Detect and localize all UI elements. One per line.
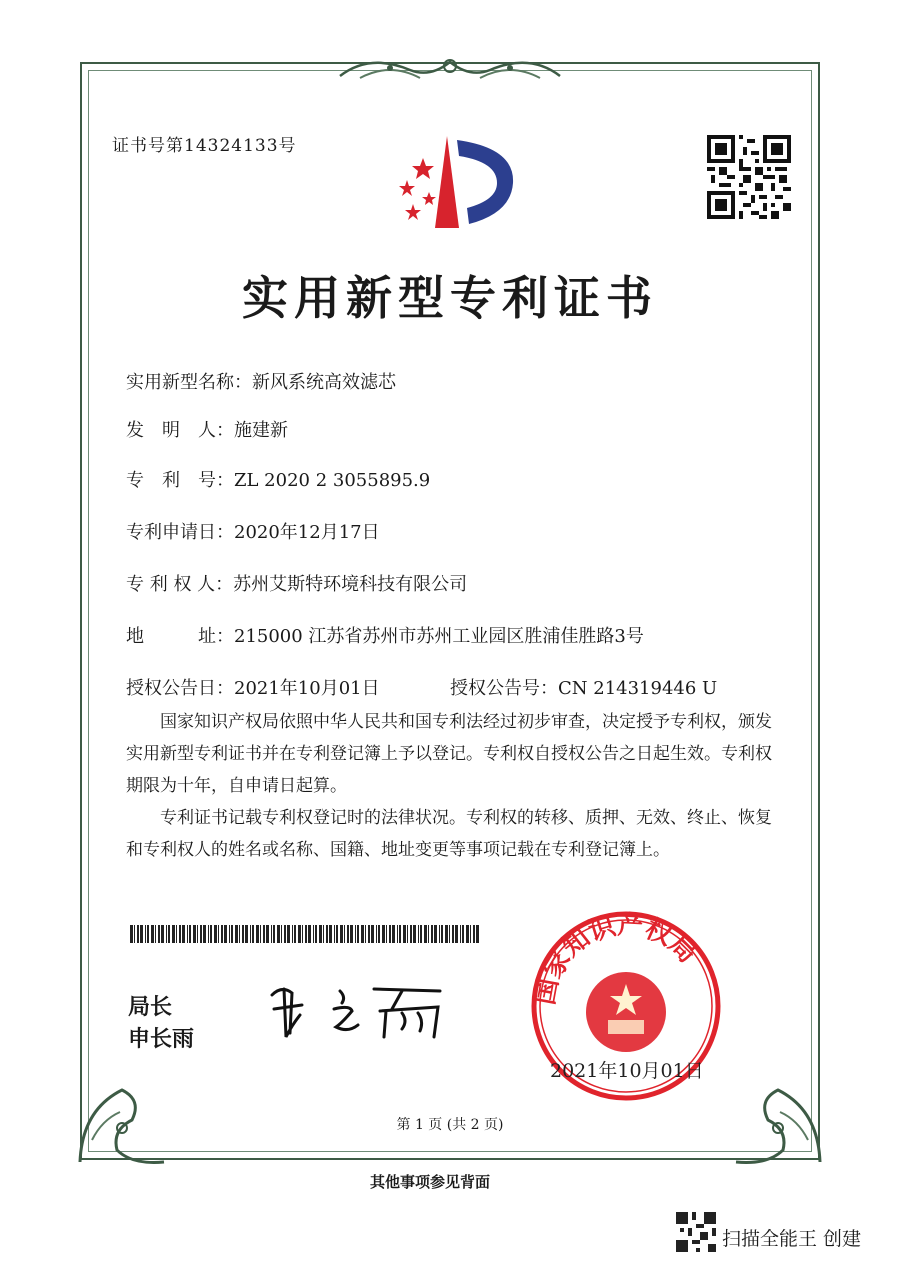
certificate-number: 证书号第14324133号 bbox=[112, 136, 297, 156]
body-paragraph: 专利证书记载专利权登记时的法律状况。专利权的转移、质押、无效、终止、恢复和专利权人的姓名或名称、国籍、地址变更等事项记载在专利登记簿上。 bbox=[126, 808, 772, 860]
field-label: 地 址： bbox=[126, 626, 234, 647]
field-label: 授权公告日： bbox=[126, 678, 234, 699]
field-value: 2020年12月17日 bbox=[234, 522, 380, 543]
field-grant-number bbox=[450, 674, 717, 700]
field-label: 专利申请日： bbox=[126, 522, 234, 543]
field-value: 新风系统高效滤芯 bbox=[252, 372, 396, 393]
field-filing-date bbox=[126, 518, 380, 544]
top-ornament-icon bbox=[330, 48, 570, 88]
barcode-icon bbox=[130, 925, 480, 943]
field-inventor bbox=[126, 416, 288, 442]
field-grant-date bbox=[126, 674, 380, 700]
camscanner-qr-icon bbox=[676, 1212, 716, 1252]
field-label: 专 利 号： bbox=[126, 470, 234, 491]
field-patentee bbox=[126, 570, 467, 596]
page-number: 第 1 页 (共 2 页) bbox=[396, 1117, 504, 1133]
director-title: 局长 bbox=[128, 995, 173, 1020]
field-value: 2021年10月01日 bbox=[234, 678, 380, 699]
certificate-body bbox=[126, 706, 778, 866]
field-label: 实用新型名称： bbox=[126, 372, 252, 393]
camscanner-watermark: 扫描全能王 创建 bbox=[722, 1228, 862, 1250]
field-value: CN 214319446 U bbox=[558, 678, 718, 699]
field-value: 施建新 bbox=[234, 420, 288, 441]
field-label: 授权公告号： bbox=[450, 678, 558, 699]
certificate-title: 实用新型专利证书 bbox=[242, 271, 658, 325]
field-address bbox=[126, 622, 644, 648]
field-value: ZL 2020 2 3055895.9 bbox=[234, 470, 431, 491]
qr-code-icon[interactable] bbox=[707, 135, 791, 219]
cnipa-emblem-icon bbox=[385, 128, 525, 233]
field-label: 专 利 权 人： bbox=[126, 574, 234, 595]
field-patent-number bbox=[126, 466, 430, 492]
field-label: 发 明 人： bbox=[126, 420, 234, 441]
seal-date: 2021年10月01日 bbox=[550, 1060, 704, 1082]
director-name: 申长雨 bbox=[128, 1027, 195, 1052]
handwritten-signature-icon bbox=[262, 975, 452, 1045]
field-value: 215000 江苏省苏州市苏州工业园区胜浦佳胜路3号 bbox=[234, 626, 644, 647]
field-utility-model-name bbox=[126, 368, 396, 394]
field-value: 苏州艾斯特环境科技有限公司 bbox=[233, 574, 468, 595]
seal-text: 国家知识产权局 bbox=[530, 910, 703, 1008]
body-paragraph: 国家知识产权局依照中华人民共和国专利法经过初步审查，决定授予专利权，颁发实用新型专利证书并在专利登记簿上予以登记。专利权自授权公告之日起生效。专利权期限为十年，自申请日起算。 bbox=[126, 712, 772, 796]
see-back-note: 其他事项参见背面 bbox=[369, 1173, 490, 1191]
